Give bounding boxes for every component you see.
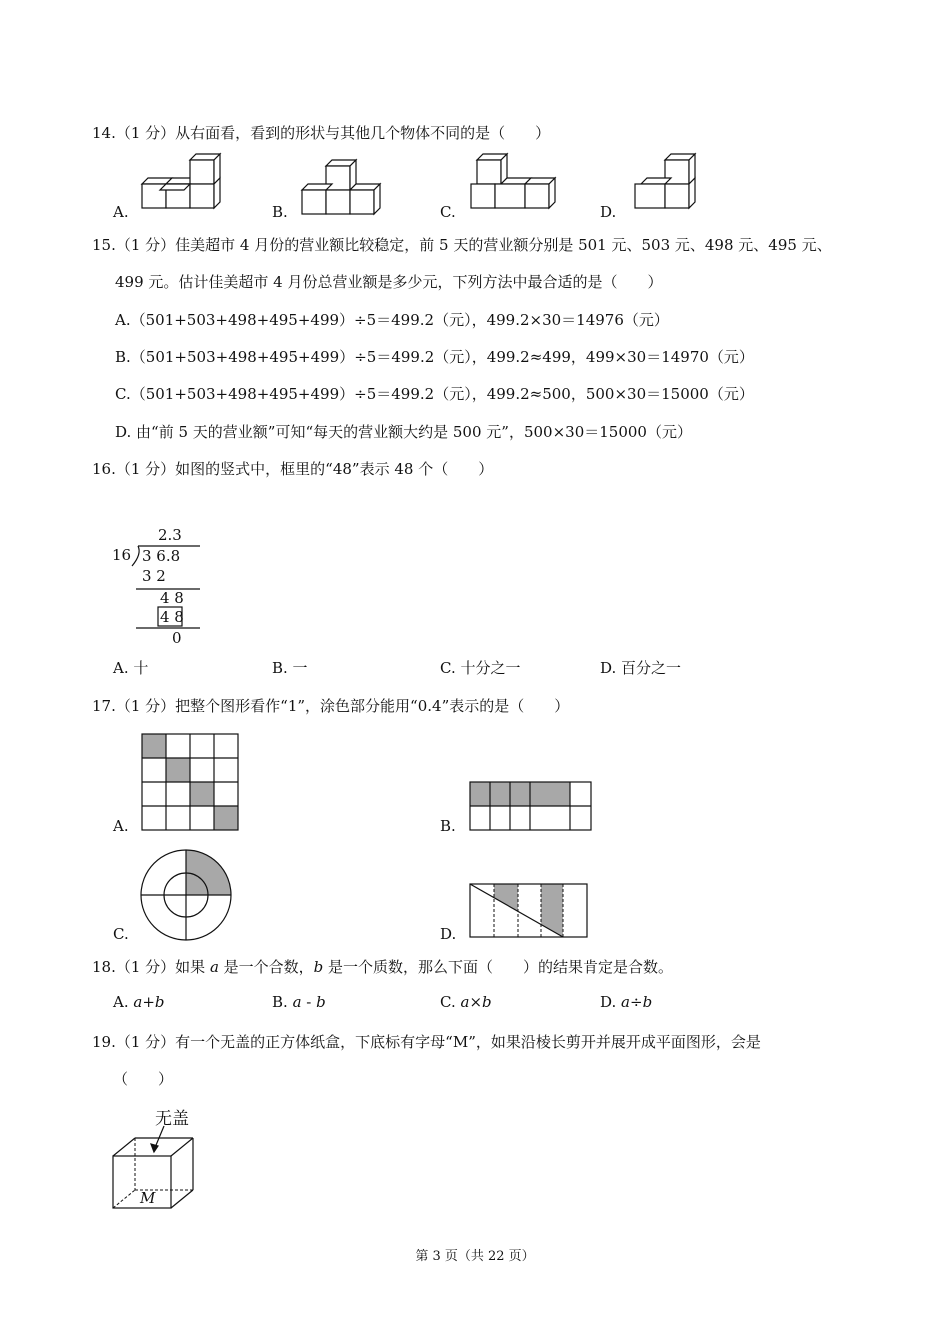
division-step1: 3 2: [142, 567, 166, 585]
q14-option-a-label: A.: [113, 203, 129, 221]
q18-stem-pre: 18.（1 分）如果: [92, 958, 210, 976]
q18-option-b-var-b: b: [316, 993, 326, 1011]
division-divisor: 16: [112, 546, 132, 564]
q18-option-d-var-a: a: [621, 993, 630, 1011]
q17-stem: 17.（1 分）把整个图形看作“1”，涂色部分能用“0.4”表示的是（ ）: [92, 697, 570, 715]
q15-option-d: D. 由“前 5 天的营业额”可知“每天的营业额大约是 500 元”，500×30＝15000（元）: [115, 423, 692, 441]
q14-cube-figure-c: [467, 152, 563, 216]
division-dividend: 3 6.8: [142, 547, 181, 565]
q16-stem: 16.（1 分）如图的竖式中，框里的“48”表示 48 个（ ）: [92, 460, 494, 478]
q17-circle-figure-c: [140, 849, 232, 941]
division-remainder: 0: [172, 629, 182, 647]
q18-option-a-var-b: b: [154, 993, 165, 1011]
q18-stem: [92, 956, 673, 977]
q14-option-d-label: D.: [600, 203, 617, 221]
q18-option-a: [113, 993, 165, 1011]
q19-stem-line1: 19.（1 分）有一个无盖的正方体纸盒，下底标有字母“M”，如果沿棱长剪开并展开成平面图形，会是: [92, 1033, 761, 1051]
q17-grid-figure-a: [141, 733, 239, 831]
q18-option-d: [600, 993, 652, 1011]
division-quotient: 2.3: [158, 526, 182, 544]
q18-option-a-label: A.: [113, 993, 129, 1011]
division-step3-boxed: 4 8: [160, 608, 184, 626]
q19-figure-label: 无盖: [155, 1109, 189, 1129]
q14-cube-figure-b: [298, 158, 390, 216]
q17-strip-figure-b: [469, 781, 593, 831]
q18-option-b-label: B.: [272, 993, 288, 1011]
q16-option-b: B. 一: [272, 659, 308, 677]
q15-stem-line2: 499 元。估计佳美超市 4 月份总营业额是多少元，下列方法中最合适的是（ ）: [115, 273, 663, 291]
q18-option-b-var-a: a: [292, 993, 302, 1011]
q18-stem-mid1: 是一个合数，: [218, 958, 314, 976]
q17-option-c-label: C.: [113, 925, 129, 943]
q17-option-d-label: D.: [440, 925, 457, 943]
q17-triangle-figure-d: [469, 883, 589, 939]
q14-option-b-label: B.: [272, 203, 288, 221]
q18-var-a: a: [209, 958, 219, 976]
q18-option-d-var-b: b: [642, 993, 653, 1011]
q14-stem: 14.（1 分）从右面看，看到的形状与其他几个物体不同的是（ ）: [92, 124, 551, 142]
q16-option-d: D. 百分之一: [600, 659, 682, 677]
q16-option-a: A. 十: [113, 659, 149, 677]
division-lines: [110, 540, 205, 635]
q15-stem-line1: 15.（1 分）佳美超市 4 月份的营业额比较稳定，前 5 天的营业额分别是 501 元、503 元、498 元、495 元、: [92, 236, 832, 254]
q18-option-b-op: ‑: [301, 993, 317, 1011]
q14-option-c-label: C.: [440, 203, 456, 221]
q18-var-b: b: [313, 958, 324, 976]
q14-cube-figure-a: [138, 152, 224, 216]
q19-stem-line2: （ ）: [113, 1070, 174, 1088]
q17-option-a-label: A.: [113, 817, 129, 835]
q15-option-b: B.（501+503+498+495+499）÷5＝499.2（元），499.2≈499，499×30＝14970（元）: [115, 348, 754, 366]
q18-option-c: [440, 993, 492, 1011]
q19-letter-m: M: [140, 1189, 156, 1207]
q18-option-a-var-a: a: [133, 993, 143, 1011]
q18-option-c-op: ×: [469, 993, 483, 1011]
q18-option-d-op: ÷: [630, 993, 643, 1011]
q18-stem-mid2: 是一个质数，那么下面（ ）的结果肯定是合数。: [323, 958, 674, 976]
q16-option-c: C. 十分之一: [440, 659, 521, 677]
q18-option-d-label: D.: [600, 993, 617, 1011]
q17-option-b-label: B.: [440, 817, 456, 835]
q18-option-c-var-b: b: [482, 993, 492, 1011]
q18-option-c-label: C.: [440, 993, 456, 1011]
q18-option-b: [272, 993, 326, 1011]
q15-option-a: A.（501+503+498+495+499）÷5＝499.2（元），499.2×30＝14976（元）: [115, 311, 669, 329]
q18-option-a-op: +: [142, 993, 155, 1011]
q15-option-c: C.（501+503+498+495+499）÷5＝499.2（元），499.2≈500，500×30＝15000（元）: [115, 385, 754, 403]
q18-option-c-var-a: a: [460, 993, 470, 1011]
page-footer: 第 3 页（共 22 页）: [415, 1249, 535, 1264]
q14-cube-figure-d: [625, 152, 705, 216]
division-step2: 4 8: [160, 589, 184, 607]
